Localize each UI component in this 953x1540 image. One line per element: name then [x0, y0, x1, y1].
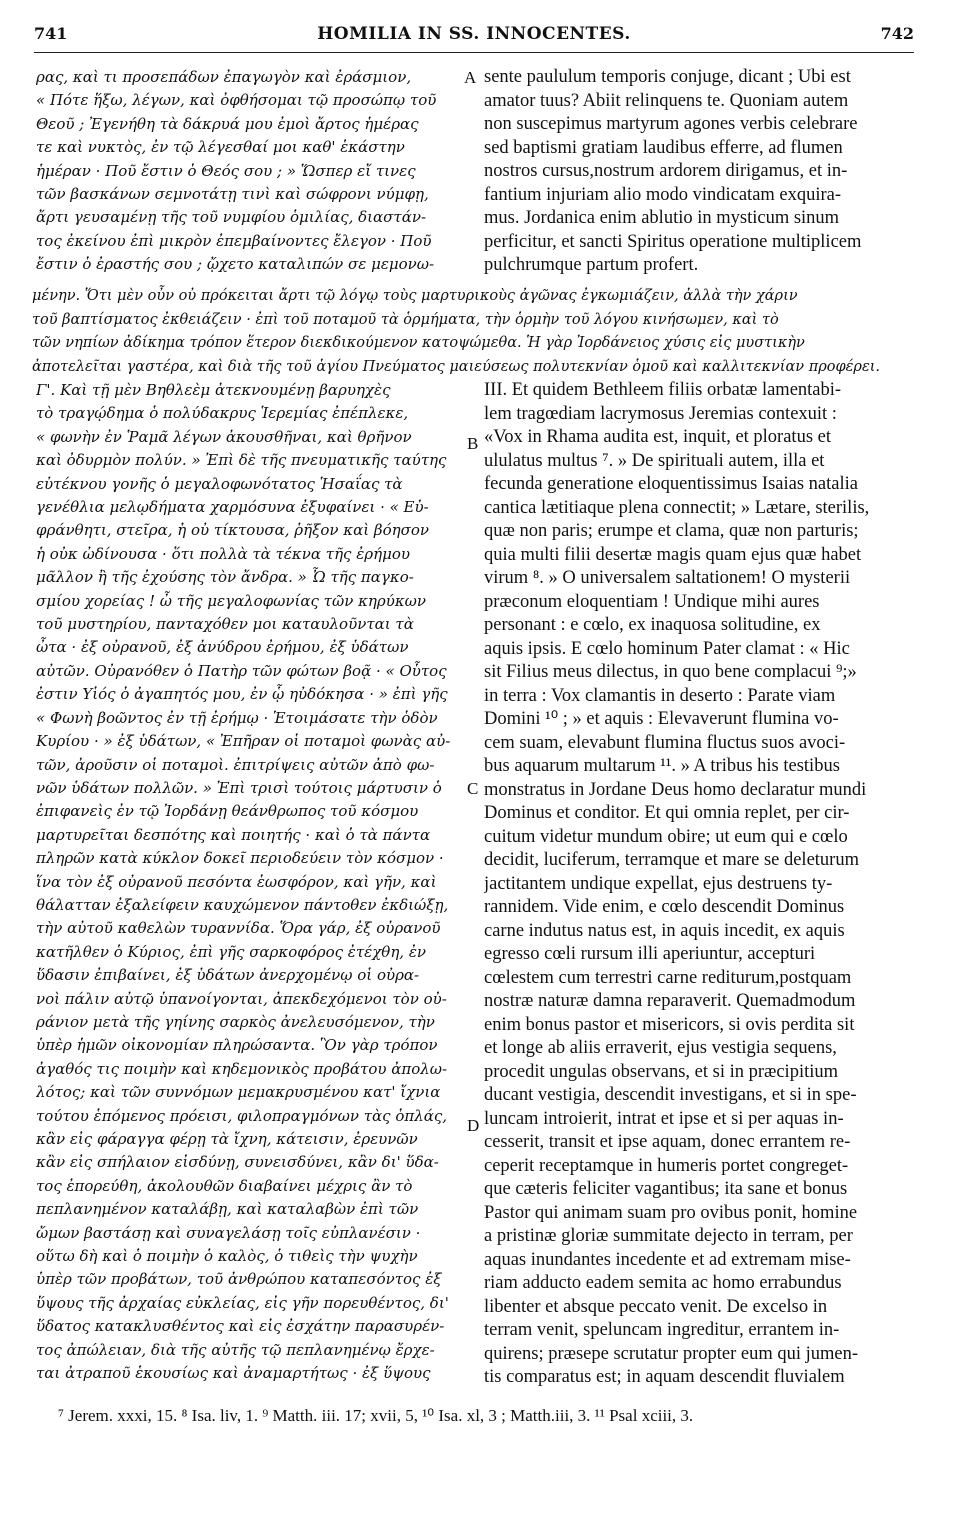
- latin-text-line: enim bonus pastor et misericors, si ovis perdita sit: [484, 1014, 855, 1035]
- greek-text-line: μαρτυρεῖται δεσπότης καὶ ποιητής · καὶ ὁ τὰ πάντα: [36, 825, 431, 844]
- latin-text-line: tis comparatus est; in aquam descendit fluvialem: [484, 1367, 845, 1387]
- greek-text-line: πληρῶν κατὰ κύκλον δοκεῖ περιοδεύειν τὸν κόσμον ·: [36, 849, 444, 868]
- latin-text-line: quæ non paris; erumpe et clama, quæ non parturis;: [484, 521, 859, 541]
- latin-text-line: monstratus in Jordane Deus homo declaratur mundi: [484, 779, 867, 800]
- greek-text-line: ὑπὲρ ἡμῶν οἰκονομίαν πληρώσαντα. Ὃν γὰρ τρόπον: [36, 1036, 438, 1055]
- greek-text-line: « Φωνὴ βοῶντος ἐν τῇ ἐρήμῳ · Ἑτοιμάσατε τὴν ὁδὸν: [36, 708, 438, 727]
- latin-text-line: libenter et absque peccato venit. De excelso in: [484, 1296, 828, 1317]
- latin-text-line: sit Filius meus dilectus, in quo bene complacui ⁹;»: [484, 662, 857, 682]
- greek-text-line: κατῆλθεν ὁ Κύριος, ἐπὶ γῆς σαρκοφόρος ἐτέχθη, ἐν: [36, 942, 427, 961]
- greek-text-line: ὕψους τῆς ἀρχαίας εὐκλείας, εἰς γῆν πορευθέντος, δι': [36, 1293, 449, 1312]
- latin-text-line: III. Et quidem Bethleem filiis orbatæ lamentabi-: [484, 380, 842, 400]
- greek-text-line: ὑπὲρ τῶν προβάτων, τοῦ ἀνθρώπου καταπεσόντος ἐξ: [36, 1270, 442, 1289]
- latin-text-line: sed baptismi gratiam laudibus efferre, ad flumen: [484, 137, 843, 158]
- latin-column-top: [484, 66, 916, 278]
- latin-text-line: que cæteris feliciter vagantibus; ita sane et bonus: [484, 1179, 848, 1199]
- greek-text-line: τος ἐπορεύθη, ἀκολουθῶν διαβαίνει μέχρις ἂν τὸ: [36, 1176, 413, 1195]
- greek-text-line: ἔστιν ὁ ἐραστής σου ; ᾤχετο καταλιπών σε μεμονω-: [36, 255, 435, 274]
- latin-text-line: personant : e cœlo, ex inaquosa solitudine, ex: [484, 615, 821, 635]
- latin-column-main: [484, 379, 916, 1390]
- greek-text-line: τοῦ μυστηρίου, πανταχόθεν μοι καταυλοῦνται τὰ: [36, 615, 414, 634]
- greek-text-line: Γ'. Καὶ τῇ μὲν Βηθλεὲμ ἀτεκνουμένῃ βαρυηχὲς: [36, 381, 391, 399]
- page-header: [34, 22, 914, 53]
- latin-text-line: decidit, luciferum, terramque et mare se deleturum: [484, 850, 859, 870]
- greek-text-line: ἡ οὐκ ὠδίνουσα · ὅτι πολλὰ τὰ τέκνα τῆς ἐρήμου: [36, 544, 410, 563]
- greek-text-line: καὶ ὀδυρμὸν πολύν. » Ἐπὶ δὲ τῆς πνευματικῆς ταύτης: [36, 451, 447, 470]
- greek-text-line: μᾶλλον ἢ τῆς ἐχούσης τὸν ἄνδρα. » Ὦ τῆς παγκο-: [36, 568, 414, 587]
- latin-text-line: egresso cœli rursum illi aperiuntur, accepturi: [484, 944, 816, 964]
- latin-text-line: Dominus et conditor. Et qui omnia replet, per cir-: [484, 803, 850, 823]
- greek-text-line: ὦτα · ἐξ οὐρανοῦ, ἐξ ἀνύδρου ἐρήμου, ἐξ ὑδάτων: [36, 638, 409, 657]
- greek-text-line: τε καὶ νυκτὸς, ἐν τῷ λέγεσθαί μοι καθ' ἑκάστην: [36, 138, 405, 157]
- latin-text-line: præconum eloquentiam ! Undique mihi aures: [484, 591, 820, 612]
- greek-text-line: ται ἀτραποῦ ἑκουσίως καὶ ἀναμαρτήτως · ἐξ ὕψους: [36, 1364, 431, 1383]
- right-page-number: 742: [880, 24, 914, 43]
- latin-text-line: procedit ungulas observans, et si in præcipitium: [484, 1061, 839, 1082]
- greek-text-line: τοῦ βαπτίσματος ἐκθειάζειν · ἐπὶ τοῦ ποταμοῦ τὰ ὁρμήματα, τὴν ὁρμὴν τοῦ λόγου κινήσωμεν, καὶ τὸ: [32, 311, 779, 328]
- latin-text-line: rannidem. Vide enim, e cœlo descendit Dominus: [484, 897, 845, 917]
- latin-text-line: Pastor qui animam suam pro ovibus ponit, homine: [484, 1202, 858, 1223]
- greek-text-line: τὸ τραγῴδημα ὁ πολύδακρυς Ἱερεμίας ἐπέπλεκε,: [36, 404, 409, 423]
- greek-text-line: τος ἀπώλειαν, διὰ τῆς αὐτῆς τῷ πεπλανημένῳ ἔρχε-: [36, 1340, 435, 1359]
- greek-column-top: [36, 66, 462, 277]
- latin-text-line: aquas inundantes incedente et ad extremam mise-: [484, 1249, 851, 1270]
- greek-full-width-passage: [32, 285, 914, 379]
- latin-text-line: ducant vestigia, descendit investigans, et si in spe-: [484, 1085, 857, 1105]
- latin-text-line: jactitantem undique expellat, ejus destruens ty-: [484, 873, 833, 894]
- greek-text-line: Κυρίου · » ἐξ ὑδάτων, « Ἐπῆραν οἱ ποταμοὶ φωνὰς αὐ-: [36, 732, 451, 751]
- latin-text-line: «Vox in Rhama audita est, inquit, et ploratus et: [484, 427, 831, 447]
- latin-text-line: fantium injuriam alio modo vindicatam exquira-: [484, 184, 842, 205]
- greek-text-line: οὕτω δὴ καὶ ὁ ποιμὴν ὁ καλὸς, ὁ τιθεὶς τὴν ψυχὴν: [36, 1247, 418, 1266]
- latin-text-line: terram venit, speluncam ingreditur, errantem in-: [484, 1320, 840, 1340]
- greek-text-line: ἀγαθός τις ποιμὴν καὶ κηδεμονικὸς προβάτου ἀπολω-: [36, 1059, 448, 1078]
- greek-text-line: « φωνὴν ἐν Ῥαμᾶ λέγων ἀκουσθῆναι, καὶ θρῆνον: [36, 427, 412, 446]
- latin-text-line: quirens; præsepe scrutatur propter eum qui jumen-: [484, 1343, 859, 1364]
- left-page-number: 741: [34, 24, 68, 43]
- greek-text-line: ἵνα τὸν ἐξ οὐρανοῦ πεσόντα ἑωσφόρον, καὶ γῆν, καὶ: [36, 872, 437, 891]
- latin-text-line: Domini ¹⁰ ; » et aquis : Elevaverunt flumina vo-: [484, 709, 839, 729]
- greek-text-line: ὕδασιν ἐπιβαίνει, ἐξ ὑδάτων ἀνερχομένῳ οἱ οὐρα-: [36, 966, 420, 985]
- latin-text-line: cem suam, elevabunt flumina fluctus suos avoci-: [484, 732, 846, 753]
- latin-text-line: bus aquarum multarum ¹¹. » A tribus his testibus: [484, 756, 840, 776]
- latin-text-line: aquis ipsis. E cœlo hominum Pater clamat : « Hic: [484, 638, 850, 659]
- running-title: HOMILIA IN SS. INNOCENTES.: [317, 24, 631, 44]
- greek-text-line: ἄρτι γευσαμένῃ τῆς τοῦ νυμφίου ὁμιλίας, διαστάν-: [36, 208, 427, 227]
- latin-text-line: riam adducto eadem semita ac homo errabundus: [484, 1273, 842, 1293]
- footnotes: ⁷ Jerem. xxxi, 15. ⁸ Isa. liv, 1. ⁹ Matth. iii. 17; xvii, 5, ¹⁰ Isa. xl, 3 ; Matth.iii, 3. ¹¹ Psal xciii, 3.: [58, 1406, 694, 1425]
- greek-text-line: μένην. Ὅτι μὲν οὖν οὐ πρόκειται ἄρτι τῷ λόγῳ τοὺς μαρτυρικοὺς ἀγῶνας ἐγκωμιάζειν, ἀλλὰ τὴν χάριν: [32, 288, 798, 304]
- greek-text-line: θάλατταν ἐξαλείφειν καυχώμενον πάντοθεν ἐκδιώξῃ,: [36, 895, 449, 914]
- latin-text-line: cesserit, transit et ipse aquam, donec errantem re-: [484, 1132, 851, 1152]
- greek-text-line: τὴν αὐτοῦ καθελὼν τυραννίδα. Ὅρα γάρ, ἐξ οὐρανοῦ: [36, 919, 441, 938]
- greek-text-line: « Πότε ἥξω, λέγων, καὶ ὀφθήσομαι τῷ προσώπῳ τοῦ: [36, 91, 437, 110]
- latin-text-line: pulchrumque partum profert.: [484, 255, 699, 275]
- greek-text-line: τῶν βασκάνων σεμνοτάτῃ τινὶ καὶ σώφρονι νύμφῃ,: [36, 185, 429, 204]
- latin-text-line: luncam introierit, intrat et ipse et si per aquas in-: [484, 1108, 844, 1129]
- latin-text-line: cœlestem cum terrestri carne rediturum,postquam: [484, 967, 852, 988]
- greek-text-line: τούτου ἑπόμενος πρόεισι, φιλοπραγμόνων τὰς ὁπλάς,: [36, 1106, 448, 1125]
- greek-text-line: γενέθλια μελῳδήματα χαρμόσυνα ἐξυφαίνει · « Εὐ-: [36, 498, 429, 517]
- greek-text-line: ὤμων βαστάσῃ καὶ συναγελάσῃ τοῖς εὐπλανέσιν ·: [36, 1223, 421, 1242]
- greek-text-line: σμίου χορείας ! ὦ τῆς μεγαλοφωνίας τῶν κηρύκων: [36, 591, 427, 610]
- greek-text-line: ἀποτελεῖται γαστέρα, καὶ διὰ τῆς τοῦ ἁγίου Πνεύματος μαιεύσεως πολυτεκνίαν ὁμοῦ καὶ καλλιτεκνίαν προφέρει.: [32, 358, 881, 375]
- greek-column-main: [36, 379, 462, 1385]
- greek-text-line: ὕδατος κατακλυσθέντος καὶ εἰς ἐσχάτην παρασυρέν-: [36, 1317, 445, 1336]
- greek-text-line: κἂν εἰς φάραγγα φέρῃ τὰ ἴχνη, κάτεισιν, ἐρευνῶν: [36, 1130, 418, 1148]
- latin-text-line: ceperit receptamque in humeris portet congreget-: [484, 1155, 849, 1176]
- greek-text-line: πεπλανημένον καταλάβῃ, καὶ καταλαβὼν ἐπὶ τῶν: [36, 1200, 419, 1219]
- greek-text-line: νοὶ πάλιν αὐτῷ ὑπανοίγονται, ἀπεκδεχόμενοι τὸν οὐ-: [36, 989, 447, 1008]
- margin-marker-a: A: [464, 68, 477, 87]
- greek-text-line: εὐτέκνου γονῆς ὁ μεγαλοφωνότατος Ἡσαΐας τὰ: [36, 474, 403, 493]
- latin-text-line: mus. Jordanica enim ablutio in mysticum sinum: [484, 208, 840, 228]
- latin-text-line: fecunda generatione eloquentissimus Isaias natalia: [484, 474, 858, 494]
- latin-text-line: carne indutus natus est, in aquis incedit, ex aquis: [484, 920, 845, 941]
- greek-text-line: κἂν εἰς σπήλαιον εἰσδύνῃ, συνεισδύνει, κἂν δι' ὕδα-: [36, 1153, 439, 1172]
- greek-text-line: ἐπιφανεὶς ἐν τῷ Ἰορδάνῃ θεάνθρωπος τοῦ κόσμου: [36, 802, 419, 821]
- latin-text-line: a pristinæ gloriæ summitate dejecto in terram, per: [484, 1226, 853, 1246]
- greek-text-line: αὐτῶν. Οὐρανόθεν ὁ Πατὴρ τῶν φώτων βοᾷ · « Οὗτος: [36, 661, 447, 680]
- greek-text-line: ρας, καὶ τι προσεπάδων ἐπαγωγὸν καὶ ἐράσμιον,: [36, 68, 412, 86]
- greek-text-line: τῶν νηπίων ἀδίκημα τρόπον ἕτερον διεκδικούμενον κατοψώμεθα. Ἡ γὰρ Ἰορδάνειος χύσις εἰς μυστικὴν: [32, 335, 805, 351]
- greek-text-line: Θεοῦ ; Ἐγενήθη τὰ δάκρυά μου ἐμοὶ ἄρτος ἡμέρας: [36, 114, 419, 133]
- latin-text-line: nostros cursus,nostrum ardorem dirigamus, et in-: [484, 161, 848, 181]
- margin-marker-c: C: [467, 779, 479, 798]
- margin-marker-b: B: [467, 434, 479, 453]
- greek-text-line: φράνθητι, στεῖρα, ἡ οὐ τίκτουσα, ῥῆξον καὶ βόησον: [36, 521, 429, 540]
- latin-text-line: cantica lætitiaque plena connectit; » Lætare, sterilis,: [484, 497, 870, 518]
- latin-text-line: sente paululum temporis conjuge, dicant ; Ubi est: [484, 67, 851, 87]
- latin-text-line: quia multi filii desertæ magis quam ejus quæ habet: [484, 544, 862, 565]
- greek-text-line: νῶν ὑδάτων πολλῶν. » Ἐπὶ τρισὶ τούτοις μάρτυσιν ὁ: [36, 778, 442, 797]
- latin-text-line: cuitum videtur mundum obire; ut eum qui e cœlo: [484, 826, 848, 847]
- greek-text-line: τος ἐκείνου ἐπὶ μικρὸν ἐπεμβαίνοντες ἔλεγον · Ποῦ: [36, 231, 432, 250]
- greek-text-line: ἡμέραν · Ποῦ ἔστιν ὁ Θεός σου ; » Ὥσπερ εἴ τινες: [36, 161, 416, 180]
- latin-text-line: nostræ naturæ damna reparaverit. Quemadmodum: [484, 991, 856, 1011]
- latin-text-line: amator tuus? Abiit relinquens te. Quoniam autem: [484, 90, 849, 111]
- latin-text-line: et longe ab aliis erraverit, ejus vestigia sequens,: [484, 1038, 837, 1058]
- latin-text-line: virum ⁸. » O universalem saltationem! O mysterii: [484, 568, 851, 588]
- latin-text-line: perficitur, et sancti Spiritus operatione multiplicem: [484, 231, 862, 252]
- greek-text-line: λότος; καὶ τῶν συννόμων μεμακρυσμένου κατ' ἴχνια: [36, 1083, 441, 1102]
- greek-text-line: ράνιον μετὰ τῆς γηίνης σαρκὸς ἀνελευσόμενον, τὴν: [36, 1012, 435, 1031]
- greek-text-line: τῶν, ἀροῦσιν οἱ ποταμοὶ. ἐπιτρίψεις αὐτῶν ἀπὸ φω-: [36, 755, 435, 774]
- margin-marker-d: D: [467, 1116, 480, 1135]
- latin-text-line: in terra : Vox clamantis in deserto : Parate viam: [484, 685, 836, 706]
- latin-text-line: lem tragœdiam lacrymosus Jeremias contexuit :: [484, 403, 837, 424]
- latin-text-line: ululatus multus ⁷. » De spirituali autem, illa et: [484, 450, 825, 471]
- latin-text-line: non suscepimus martyrum agones verbis celebrare: [484, 114, 858, 134]
- greek-text-line: ἐστιν Υἱός ὁ ἀγαπητός μου, ἐν ᾧ ηὐδόκησα · » ἐπὶ γῆς: [36, 685, 448, 704]
